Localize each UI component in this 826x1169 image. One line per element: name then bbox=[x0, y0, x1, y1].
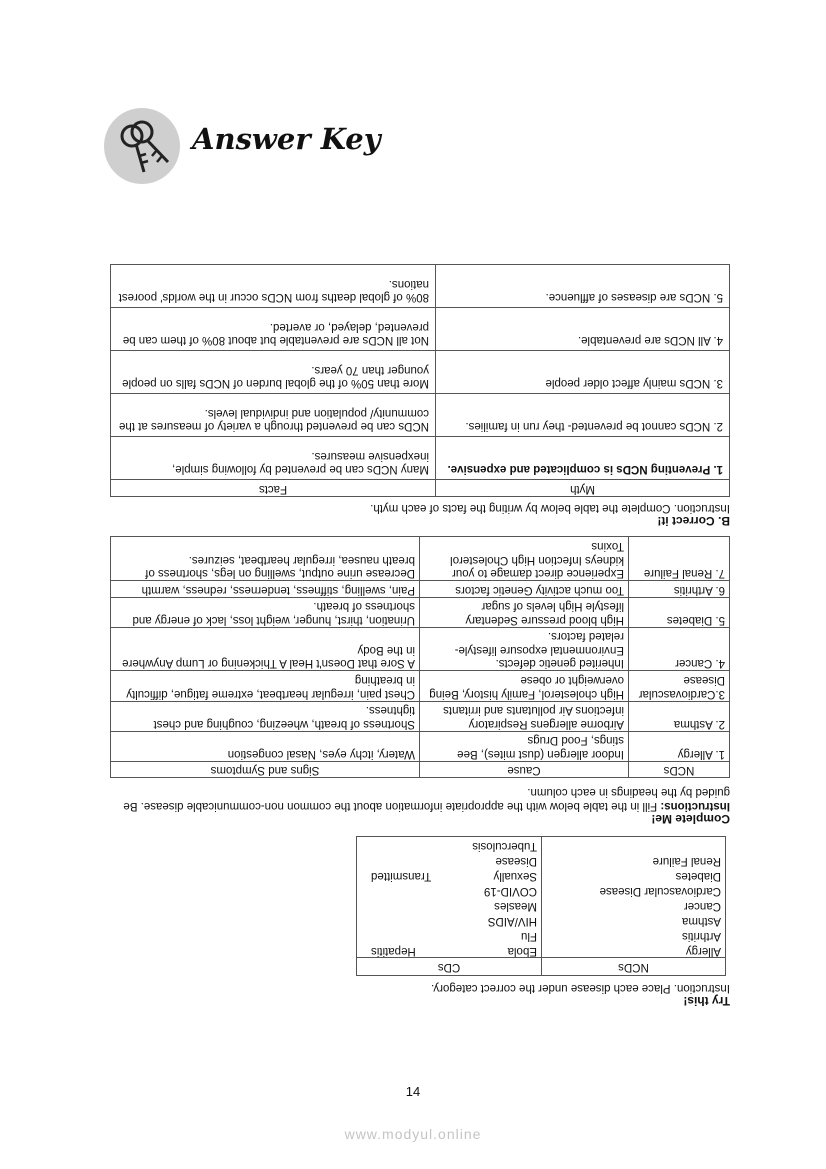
ncd-cell: Cardiovascular Disease bbox=[542, 882, 726, 897]
ncd-cell: 1. Allergy bbox=[629, 731, 730, 761]
table-row bbox=[357, 912, 726, 927]
correct-it-table bbox=[110, 264, 730, 497]
cd-cell bbox=[357, 836, 542, 852]
cause-cell: High blood pressure Sedentary lifestyle High levels of sugar bbox=[420, 597, 629, 627]
table-row bbox=[357, 882, 726, 897]
signs-cell: Chest pain, irregular heartbeat, extreme fatigue, difficulty in breathing bbox=[111, 671, 420, 701]
try-this-body bbox=[357, 836, 726, 957]
complete-me-heading: Complete Me! bbox=[651, 811, 730, 826]
correct-it-instruction: Instruction. Complete the table below by writing the facts of each myth. bbox=[370, 502, 730, 515]
try-this-section bbox=[110, 836, 730, 1008]
table-row bbox=[111, 394, 730, 437]
cause-cell: Indoor allergen (dust mites), Bee stings, Food Drugs bbox=[420, 731, 629, 761]
ncd-cell bbox=[542, 836, 726, 852]
ncd-cell: Cancer bbox=[542, 897, 726, 912]
complete-me-instruction bbox=[110, 784, 730, 811]
cd-cell bbox=[357, 852, 542, 867]
table-row bbox=[111, 437, 730, 480]
table-row bbox=[357, 852, 726, 867]
cd-cell bbox=[357, 867, 542, 882]
myth-cell: 2. NCDs cannot be prevented- they run in families. bbox=[436, 394, 730, 437]
col-signs: Signs and Symptoms bbox=[111, 761, 420, 778]
myth-cell: 4. All NCDs are preventable. bbox=[436, 308, 730, 351]
cause-cell: High cholesterol, Family history, Being overweight or obese bbox=[420, 671, 629, 701]
complete-me-table bbox=[110, 536, 730, 778]
cause-cell: Too much activity Genetic factors bbox=[420, 581, 629, 598]
fact-cell: Not all NCDs are preventable but about 80% of them can be prevented, delayed, or averted. bbox=[111, 308, 436, 351]
col-ncds: NCDs bbox=[542, 957, 726, 976]
signs-cell: Watery, itchy eyes, Nasal congestion bbox=[111, 731, 420, 761]
cause-cell: Experience direct damage to your kidneys Infection High Cholesterol Toxins bbox=[420, 537, 629, 581]
cd-cell-inner bbox=[361, 928, 537, 942]
instruction-label: Instructions: bbox=[660, 799, 730, 812]
table-row bbox=[111, 308, 730, 351]
ncd-cell: Asthma bbox=[542, 912, 726, 927]
col-cds: CDs bbox=[357, 957, 542, 976]
cd-cell-inner bbox=[361, 898, 537, 912]
signs-cell: Decrease urine output, swelling on legs, shortness of breath nausea, irregular heartbeat, seizures. bbox=[111, 537, 420, 581]
complete-me-body bbox=[111, 537, 730, 761]
ncd-cell: 2. Asthma bbox=[629, 701, 730, 731]
fact-cell: More than 50% of the global burden of NCDs falls on people younger than 70 years. bbox=[111, 351, 436, 394]
col-ncds: NCDs bbox=[629, 761, 730, 778]
myth-cell: 3. NCDs mainly affect older people bbox=[436, 351, 730, 394]
ncd-cell: 3.Cardiovascular Disease bbox=[629, 671, 730, 701]
cd-cell bbox=[357, 927, 542, 942]
table-row bbox=[111, 265, 730, 308]
cd-name: Measles bbox=[494, 899, 537, 912]
cd-name: Sexually bbox=[493, 869, 537, 882]
cd-name: Flu bbox=[521, 929, 537, 942]
table-row bbox=[357, 942, 726, 958]
watermark: www.modyul.online bbox=[344, 1126, 482, 1142]
correct-it-body bbox=[111, 265, 730, 480]
cause-cell: Airborne allergens Respiratory infections Air pollutants and irritants bbox=[420, 701, 629, 731]
myth-cell: 5. NCDs are diseases of affluence. bbox=[436, 265, 730, 308]
try-this-table bbox=[356, 836, 726, 977]
cd-cell bbox=[357, 942, 542, 958]
instruction-text: Fill in the table below with the appropriate information about the common non-communicable disease. Be guided by the headings in each column. bbox=[123, 786, 730, 812]
cd-cell-inner bbox=[361, 913, 537, 927]
table-row bbox=[111, 537, 730, 581]
answer-key-header bbox=[104, 108, 404, 188]
cd-name: COVID-19 bbox=[483, 884, 537, 897]
ncd-cell: Renal Failure bbox=[542, 852, 726, 867]
ncd-cell: Allergy bbox=[542, 942, 726, 958]
ncd-cell: 7. Renal Failure bbox=[629, 537, 730, 581]
fact-cell: NCDs can be prevented through a variety of measures at the community/ population and individual levels. bbox=[111, 394, 436, 437]
table-row bbox=[111, 671, 730, 701]
signs-cell: Shortness of breath, wheezing, coughing and chest tightness. bbox=[111, 701, 420, 731]
signs-cell: A Sore that Doesn't Heal A Thickening or Lump Anywhere in the Body bbox=[111, 627, 420, 671]
cd-cell-inner bbox=[361, 943, 537, 957]
cd-cell bbox=[357, 912, 542, 927]
table-row bbox=[357, 897, 726, 912]
try-this-instruction: Instruction. Place each disease under the correct category. bbox=[431, 981, 730, 994]
cd-name: Tuberculosis bbox=[472, 839, 537, 852]
signs-cell: Urination, thirst, hunger, weight loss, lack of energy and shortness of breath. bbox=[111, 597, 420, 627]
myth-cell: 1. Preventing NCDs is complicated and expensive. bbox=[436, 437, 730, 480]
ncd-cell: 4. Cancer bbox=[629, 627, 730, 671]
cd-name: Ebola bbox=[507, 944, 537, 957]
col-myth: Myth bbox=[436, 480, 730, 497]
table-row bbox=[111, 627, 730, 671]
cd-name-2: Hepatitis bbox=[371, 944, 416, 957]
ncd-cell: 5. Diabetes bbox=[629, 597, 730, 627]
cause-cell: Inherited genetic defects. Environmental exposure lifestyle-related factors. bbox=[420, 627, 629, 671]
cd-name-2: Transmitted bbox=[371, 869, 432, 882]
table-row bbox=[357, 836, 726, 852]
signs-cell: Pain, swelling, stiffness, tenderness, redness, warmth bbox=[111, 581, 420, 598]
cd-cell-inner bbox=[361, 853, 537, 867]
table-row bbox=[111, 597, 730, 627]
ncd-cell: 6. Arthritis bbox=[629, 581, 730, 598]
cd-cell-inner bbox=[361, 883, 537, 897]
complete-me-section bbox=[110, 536, 730, 825]
table-row bbox=[357, 927, 726, 942]
answer-key-title: Answer Key bbox=[192, 122, 381, 156]
cd-name: HIV/AIDS bbox=[487, 914, 537, 927]
correct-it-heading: B. Correct it! bbox=[657, 514, 730, 529]
fact-cell: 80% of global deaths from NCDs occur in the worlds' poorest nations. bbox=[111, 265, 436, 308]
ncd-cell: Diabetes bbox=[542, 867, 726, 882]
table-row bbox=[357, 867, 726, 882]
col-cause: Cause bbox=[420, 761, 629, 778]
fact-cell: Many NCDs can be prevented by following simple, inexpensive measures. bbox=[111, 437, 436, 480]
correct-it-section bbox=[110, 264, 730, 528]
cd-name: Disease bbox=[495, 854, 537, 867]
cd-cell bbox=[357, 897, 542, 912]
try-this-heading: Try this! bbox=[683, 994, 730, 1008]
cd-cell bbox=[357, 882, 542, 897]
col-facts: Facts bbox=[111, 480, 436, 497]
table-row bbox=[111, 351, 730, 394]
keys-icon bbox=[104, 108, 180, 184]
cd-cell-inner bbox=[361, 868, 537, 882]
cd-cell-inner bbox=[361, 838, 537, 852]
table-row bbox=[111, 731, 730, 761]
rotated-content bbox=[110, 218, 730, 1008]
ncd-cell: Arthritis bbox=[542, 927, 726, 942]
table-row bbox=[111, 581, 730, 598]
page-number: 14 bbox=[405, 1084, 421, 1099]
table-row bbox=[111, 701, 730, 731]
